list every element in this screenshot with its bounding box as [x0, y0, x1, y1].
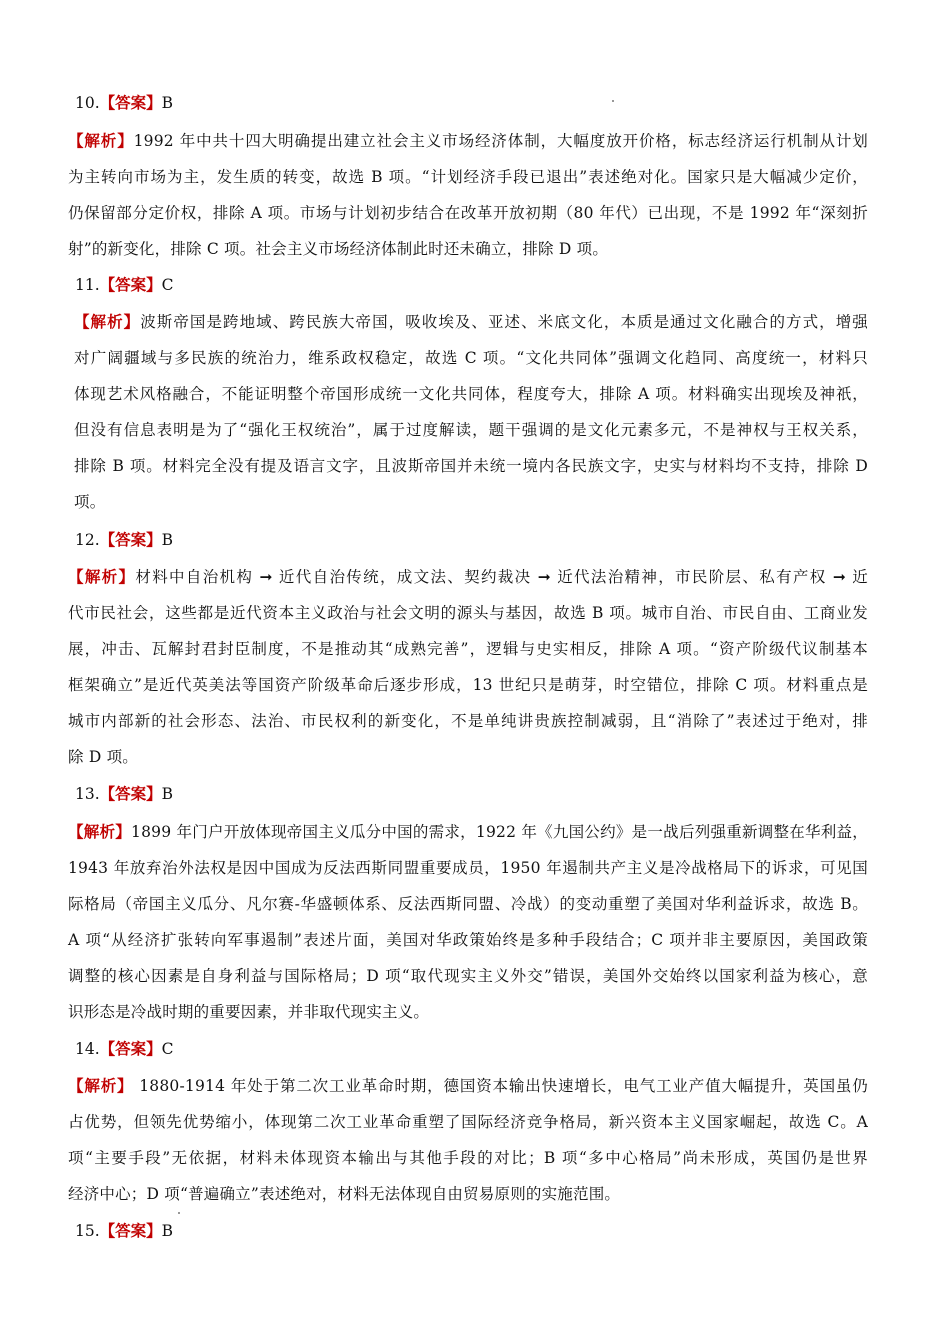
analysis-line: 占优势，但领先优势缩小，体现第二次工业革命重塑了国际经济竞争格局，新兴资本主义国家崛起，故选 C。A	[68, 1113, 868, 1131]
question-number: 10.	[75, 94, 100, 112]
page-speck	[178, 1212, 180, 1214]
analysis-line: 体现艺术风格融合，不能证明整个帝国形成统一文化共同体，程度夸大，排除 A 项。材料确实出现埃及神祇，	[74, 385, 868, 403]
question-number: 15.	[75, 1222, 100, 1240]
analysis-line: 展，冲击、瓦解封君封臣制度，不是推动其“成熟完善”，逻辑与史实相反，排除 A 项。“资产阶级代议制基本	[68, 640, 868, 658]
analysis-line: 排除 B 项。材料完全没有提及语言文字，且波斯帝国并未统一境内各民族文字，史实与材料均不支持，排除 D	[74, 457, 868, 475]
answer-tag: 【答案】	[99, 275, 162, 294]
question-header-10	[75, 86, 173, 120]
analysis-line: 【解析】 1880-1914 年处于第二次工业革命时期，德国资本输出快速增长，电气工业产值大幅提升，英国虽仍	[68, 1076, 868, 1095]
analysis-tag: 【解析】	[68, 1076, 134, 1095]
question-header-13	[75, 777, 173, 811]
analysis-line: 经济中心；D 项“普遍确立”表述绝对，材料无法体现自由贸易原则的实施范围。	[68, 1185, 621, 1203]
analysis-line: 对广阔疆域与多民族的统治力，维系政权稳定，故选 C 项。“文化共同体”强调文化趋同、高度统一，材料只	[74, 349, 868, 367]
analysis-line: 【解析】1899 年门户开放体现帝国主义瓜分中国的需求，1922 年《九国公约》是一战后列强重新调整在华利益，	[68, 822, 868, 841]
answer-value: B	[161, 1222, 174, 1240]
question-number: 11.	[75, 276, 100, 294]
analysis-line: 1943 年放弃治外法权是因中国成为反法西斯同盟重要成员，1950 年遏制共产主义是冷战格局下的诉求，可见国	[68, 859, 868, 877]
analysis-line: 识形态是冷战时期的重要因素，并非取代现实主义。	[68, 1003, 430, 1021]
question-number: 12.	[75, 531, 100, 549]
answer-tag: 【答案】	[99, 530, 162, 549]
analysis-line: 【解析】1992 年中共十四大明确提出建立社会主义市场经济体制，大幅度放开价格，标志经济运行机制从计划	[68, 131, 868, 150]
answer-value: C	[161, 276, 174, 294]
analysis-line: 【解析】材料中自治机构 ➞ 近代自治传统，成文法、契约裁决 ➞ 近代法治精神，市民阶层、私有产权 ➞ 近	[68, 567, 868, 586]
answer-value: B	[161, 531, 174, 549]
answer-tag: 【答案】	[99, 1221, 162, 1240]
question-header-11	[75, 268, 174, 302]
question-header-15	[75, 1214, 173, 1248]
page-speck	[612, 100, 614, 102]
analysis-line: 为主转向市场为主，发生质的转变，故选 B 项。“计划经济手段已退出”表述绝对化。国家只是大幅减少定价，	[68, 168, 868, 186]
answer-tag: 【答案】	[99, 784, 162, 803]
analysis-line: 框架确立”是近代英美法等国资产阶级革命后逐步形成，13 世纪只是萌芽，时空错位，排除 C 项。材料重点是	[68, 676, 868, 694]
analysis-line: 仍保留部分定价权，排除 A 项。市场与计划初步结合在改革开放初期（80 年代）已出现，不是 1992 年“深刻折	[68, 204, 868, 222]
question-header-12	[75, 523, 173, 557]
analysis-line: 除 D 项。	[68, 748, 138, 766]
analysis-line: 际格局（帝国主义瓜分、凡尔赛-华盛顿体系、反法西斯同盟、冷战）的变动重塑了美国对华利益诉求，故选 B。	[68, 895, 868, 913]
analysis-line: 但没有信息表明是为了“强化王权统治”，属于过度解读，题干强调的是文化元素多元，不是神权与王权关系，	[74, 421, 868, 439]
answer-value: C	[161, 1040, 174, 1058]
analysis-line: 项“主要手段”无依据，材料未体现资本输出与其他手段的对比；B 项“多中心格局”尚未形成，英国仍是世界	[68, 1149, 868, 1167]
analysis-line: 项。	[74, 493, 106, 511]
analysis-line: A 项“从经济扩张转向军事遏制”表述片面，美国对华政策始终是多种手段结合；C 项并非主要原因，美国政策	[68, 931, 868, 949]
analysis-tag: 【解析】	[68, 822, 132, 841]
question-header-14	[75, 1032, 174, 1066]
analysis-tag: 【解析】	[68, 567, 136, 586]
question-number: 14.	[75, 1040, 100, 1058]
analysis-line: 【解析】波斯帝国是跨地域、跨民族大帝国，吸收埃及、亚述、米底文化，本质是通过文化融合的方式，增强	[74, 312, 868, 331]
analysis-line: 射”的新变化，排除 C 项。社会主义市场经济体制此时还未确立，排除 D 项。	[68, 240, 609, 258]
analysis-tag: 【解析】	[74, 312, 141, 331]
answer-tag: 【答案】	[99, 1039, 162, 1058]
analysis-line: 调整的核心因素是自身利益与国际格局；D 项“取代现实主义外交”错误，美国外交始终以国家利益为核心，意	[68, 967, 868, 985]
question-number: 13.	[75, 785, 100, 803]
answer-value: B	[161, 785, 174, 803]
analysis-tag: 【解析】	[68, 131, 134, 150]
answer-tag: 【答案】	[99, 93, 162, 112]
analysis-line: 代市民社会，这些都是近代资本主义政治与社会文明的源头与基因，故选 B 项。城市自治、市民自由、工商业发	[68, 604, 868, 622]
answer-value: B	[161, 94, 174, 112]
analysis-line: 城市内部新的社会形态、法治、市民权利的新变化，不是单纯讲贵族控制减弱，且“消除了”表述过于绝对，排	[68, 712, 868, 730]
